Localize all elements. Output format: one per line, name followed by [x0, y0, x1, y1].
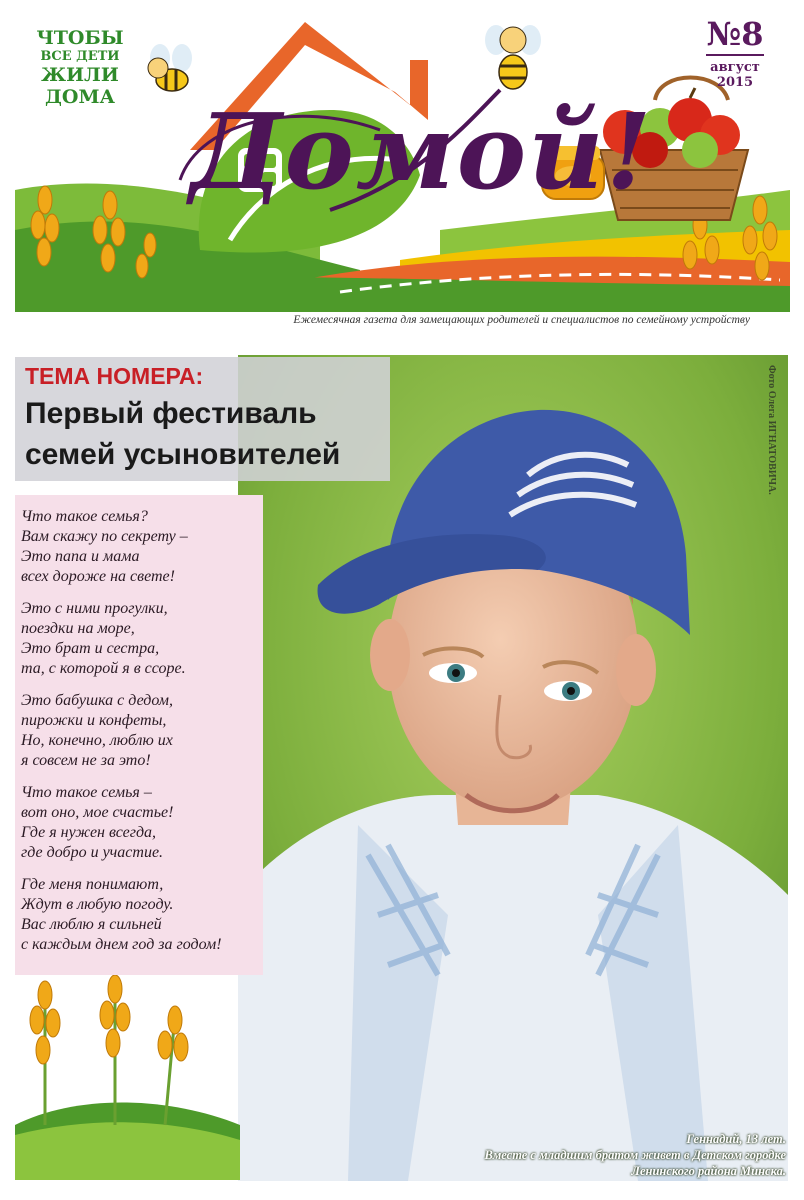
poem-stanza [21, 691, 263, 771]
poem-line: где добро и участие. [21, 844, 164, 861]
issue-number: №8 [706, 15, 764, 53]
poem-line: Вам скажу по секрету – [21, 528, 188, 545]
issue-theme-box [15, 357, 390, 481]
poem-line: та, с которой я в ссоре. [21, 660, 186, 677]
poem-box [15, 495, 263, 975]
theme-title [25, 393, 340, 475]
poem-line: пирожки и конфеты, [21, 712, 167, 729]
bee-icon [148, 44, 192, 91]
photo-credit-text: Фото Олега ИГНАТОВИЧА. [766, 365, 777, 495]
theme-title-line: семей усыновителей [25, 438, 341, 471]
issue-month: август [710, 60, 760, 75]
slogan-line: ДОМА [45, 85, 115, 108]
slogan [30, 28, 130, 108]
poem-line: я совсем не за это! [21, 752, 151, 769]
slogan-line: ЖИЛИ [41, 63, 119, 86]
poem-line: Где я нужен всегда, [21, 824, 157, 841]
poem-line: всех дороже на свете! [21, 568, 175, 585]
caption-line: Геннадий, 13 лет. [686, 1132, 786, 1146]
photo-caption [380, 1131, 786, 1179]
poem-line: с каждым днем год за годом! [21, 936, 222, 953]
issue-divider [706, 54, 764, 56]
poem-line: Это с ними прогулки, [21, 600, 168, 617]
poem-line: Но, конечно, люблю их [21, 732, 173, 749]
poem-text [15, 495, 263, 955]
theme-title-line: Первый фестиваль [25, 397, 317, 430]
poem-line: Ждут в любую погоду. [21, 896, 174, 913]
tagline: Ежемесячная газета для замещающих родителей и специалистов по семейному устройству [293, 314, 750, 326]
poem-stanza [21, 507, 263, 587]
issue-year: 2015 [716, 75, 754, 90]
caption-line: Ленинского района Минска. [631, 1164, 786, 1178]
poem-line: Что такое семья? [21, 508, 148, 525]
photo-credit [760, 365, 780, 525]
poem-line: Что такое семья – [21, 784, 152, 801]
poem-stanza [21, 783, 263, 863]
theme-label: ТЕМА НОМЕРА: [25, 363, 204, 389]
masthead [0, 0, 804, 312]
slogan-line: ВСЕ ДЕТИ [40, 48, 120, 64]
slogan-line: ЧТОБЫ [36, 27, 124, 49]
poem-line: Это бабушка с дедом, [21, 692, 173, 709]
poem-line: Это папа и мама [21, 548, 140, 565]
bee-icon [485, 25, 541, 89]
poem-line: Где меня понимают, [21, 876, 164, 893]
poem-stanza [21, 599, 263, 679]
poem-line: Это брат и сестра, [21, 640, 160, 657]
issue-info [700, 15, 770, 90]
newspaper-logo: Домой! [190, 90, 654, 213]
poem-line: поездки на море, [21, 620, 135, 637]
poem-line: вот оно, мое счастье! [21, 804, 174, 821]
wheat-decoration [15, 975, 240, 1180]
poem-line: Вас люблю я сильней [21, 916, 162, 933]
poem-stanza [21, 875, 263, 955]
caption-line: Вместе с младшим братом живет в Детском городке [484, 1148, 786, 1162]
